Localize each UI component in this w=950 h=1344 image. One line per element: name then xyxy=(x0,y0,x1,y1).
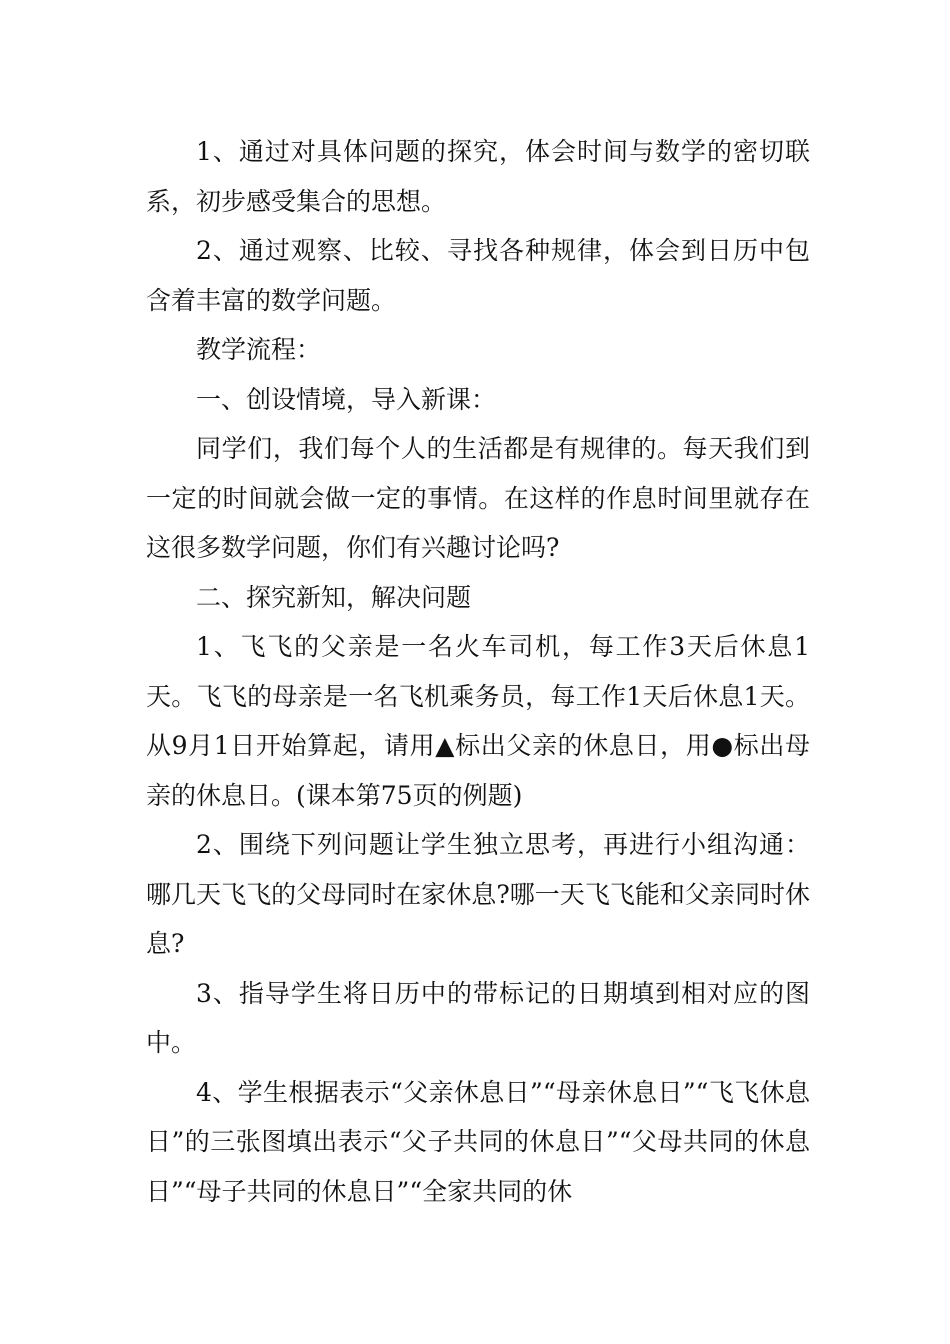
heading-section-2: 二、探究新知，解决问题 xyxy=(196,582,472,612)
paragraph-step-3: 3、指导学生将日历中的带标记的日期填到相对应的图中。 xyxy=(146,978,810,1057)
paragraph-step-1: 1、飞飞的父亲是一名火车司机，每工作3天后休息1天。飞飞的母亲是一名飞机乘务员，每工作1天后休息1天。从9月1日开始算起，请用▲标出父亲的休息日，用●标出母亲的休息日。(课本第75页的例题) xyxy=(146,632,810,810)
paragraph-step-2: 2、围绕下列问题让学生独立思考，再进行小组沟通：哪几天飞飞的父母同时在家休息?哪一天飞飞能和父亲同时休息? xyxy=(146,830,810,958)
paragraph-intro: 同学们，我们每个人的生活都是有规律的。每天我们到一定的时间就会做一定的事情。在这样的作息时间里就存在这很多数学问题，你们有兴趣讨论吗? xyxy=(146,434,810,562)
paragraph-objective-2: 2、通过观察、比较、寻找各种规律，体会到日历中包含着丰富的数学问题。 xyxy=(146,236,810,315)
paragraph-objective-1: 1、通过对具体问题的探究，体会时间与数学的密切联系，初步感受集合的思想。 xyxy=(146,137,810,216)
paragraph-step-4: 4、学生根据表示“父亲休息日”“母亲休息日”“飞飞休息日”的三张图填出表示“父子共同的休息日”“父母共同的休息日”“母子共同的休息日”“全家共同的休 xyxy=(146,1077,810,1206)
heading-teaching-process: 教学流程： xyxy=(196,335,322,364)
document-body xyxy=(146,127,810,1216)
heading-section-1: 一、创设情境，导入新课： xyxy=(196,384,497,414)
